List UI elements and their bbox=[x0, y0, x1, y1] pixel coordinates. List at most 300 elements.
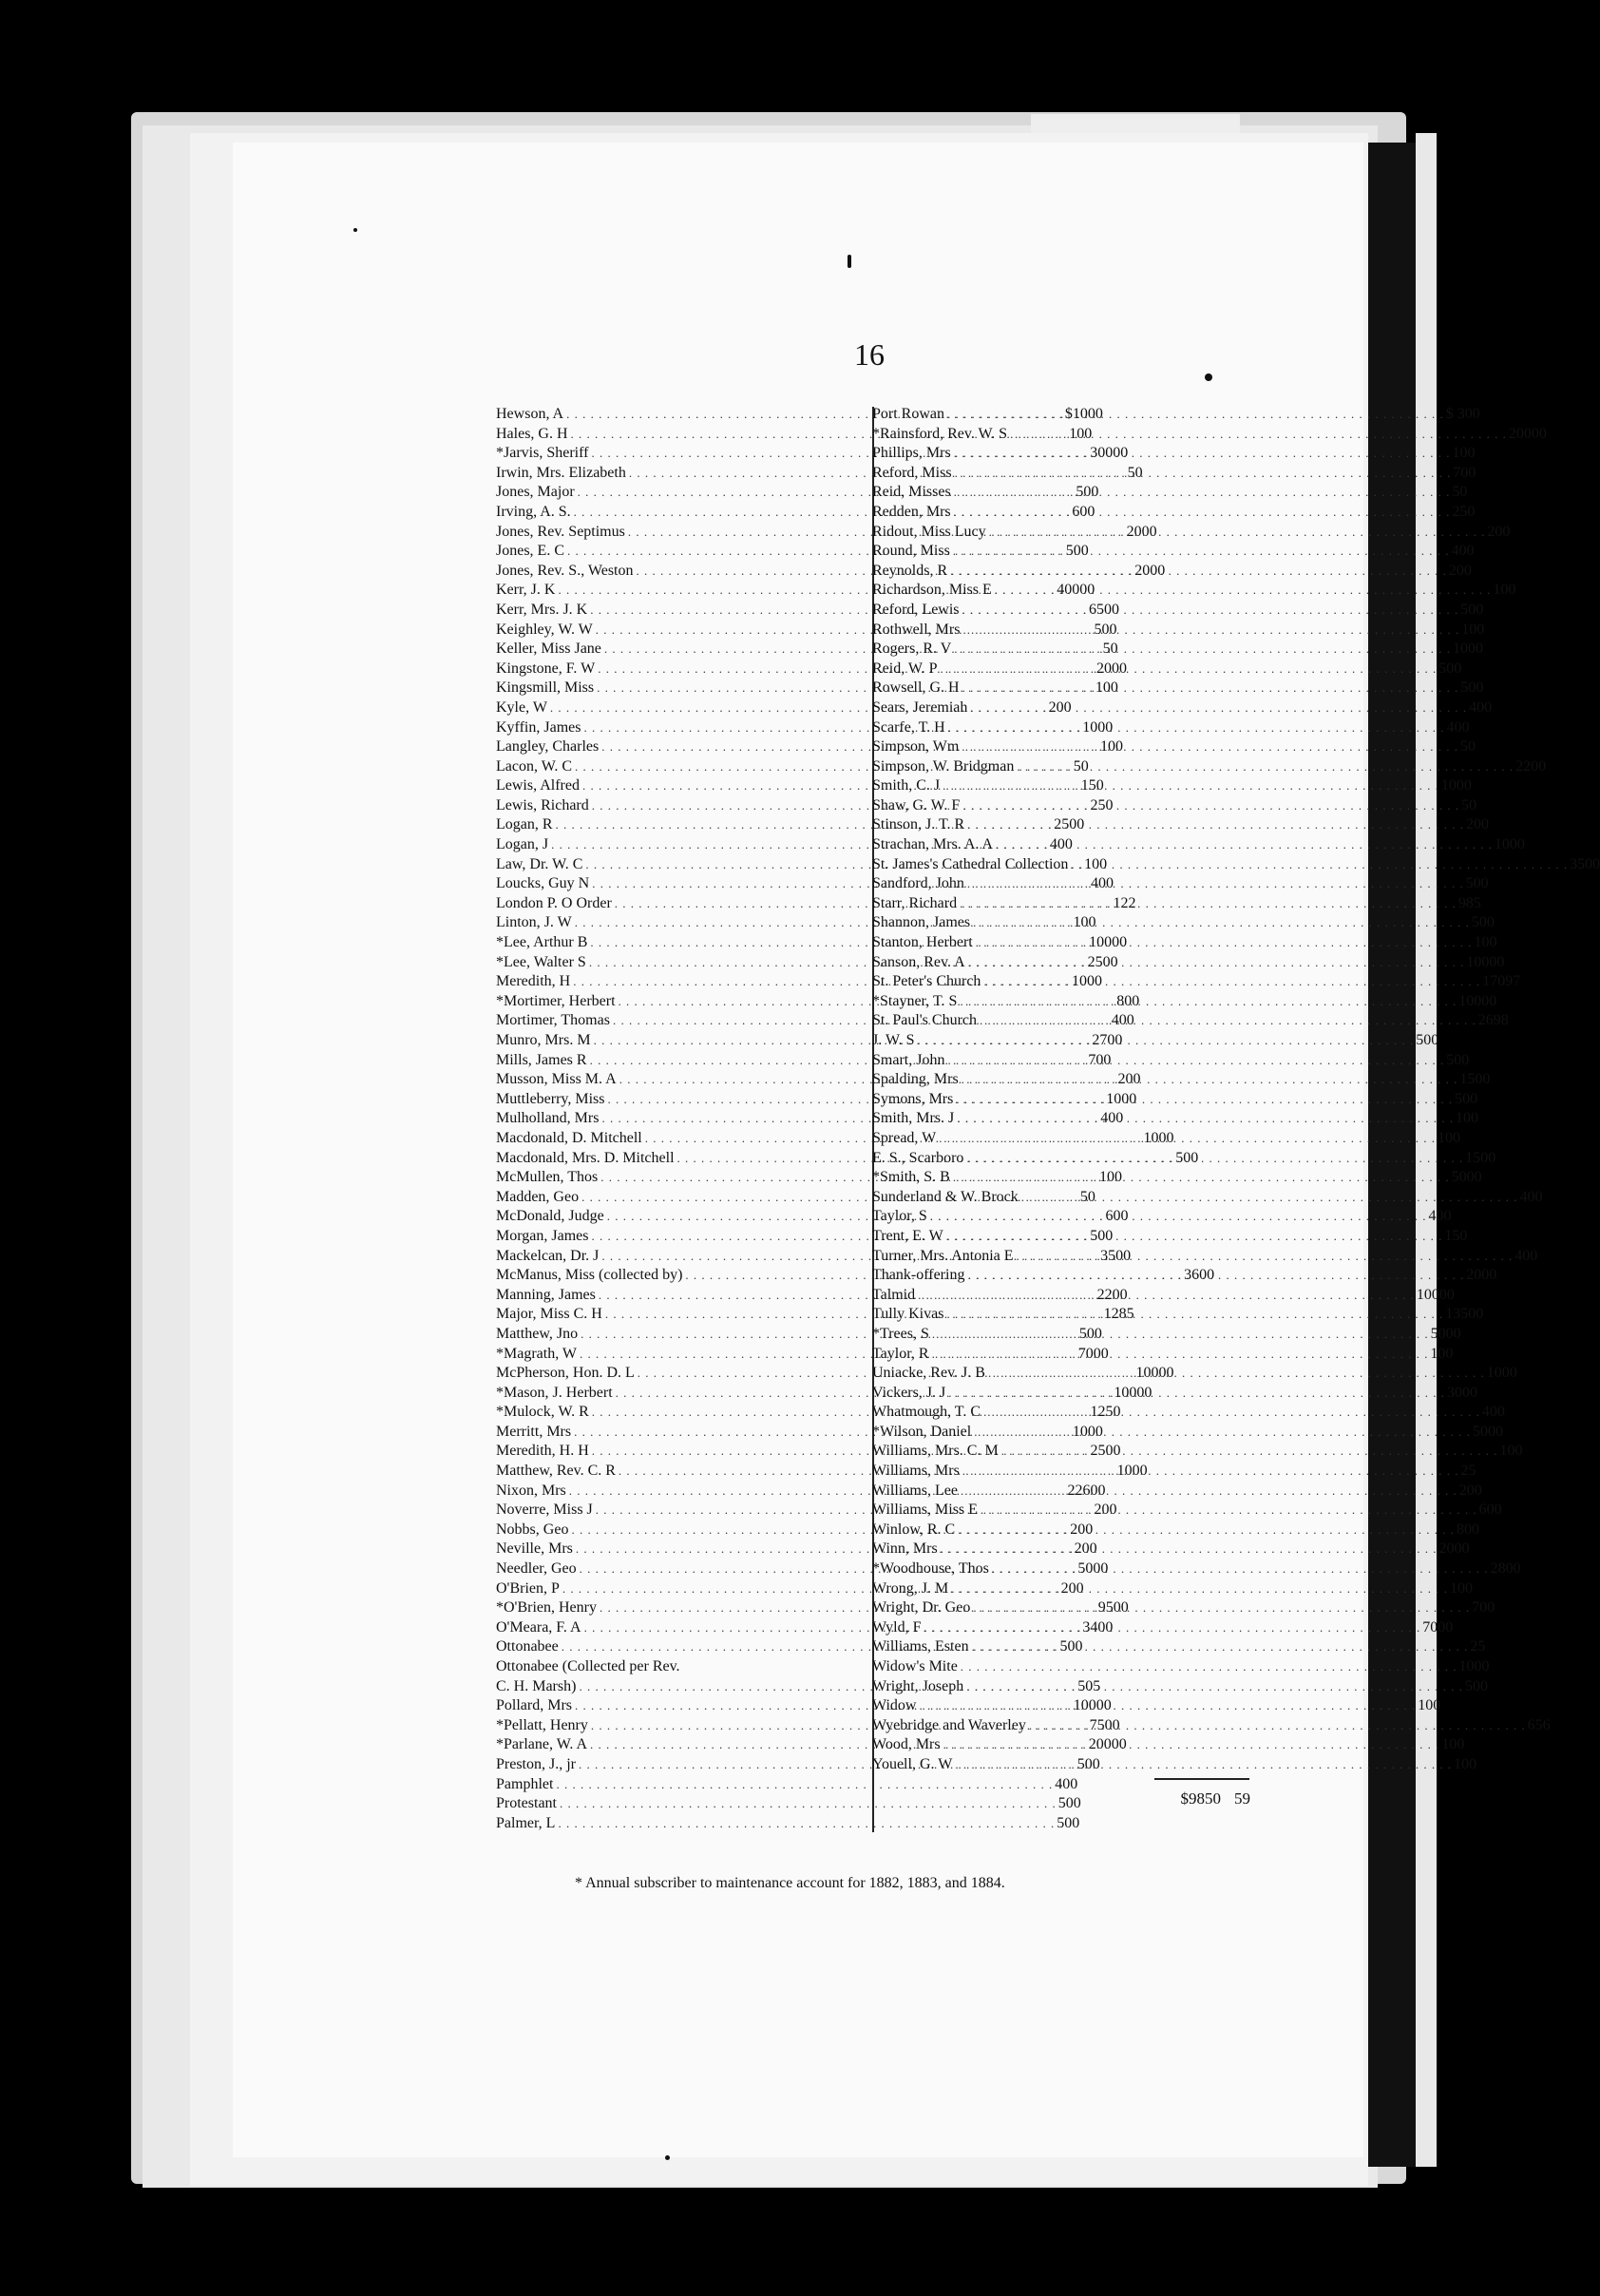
amount-cents: 50 bbox=[1105, 1404, 1121, 1421]
subscriber-name: Port Rowan bbox=[872, 406, 944, 422]
subscriber-name: Shaw, G. W. F bbox=[872, 796, 961, 813]
leader-dots bbox=[966, 1677, 1463, 1697]
amount-cents: 00 bbox=[1463, 1110, 1478, 1127]
subscriber-row bbox=[872, 1598, 1495, 1618]
leader-dots bbox=[954, 503, 1451, 523]
amount-cents: 00 bbox=[1456, 777, 1472, 794]
subscriber-name: St. Paul's Church bbox=[872, 1012, 977, 1029]
subscriber-row bbox=[872, 1462, 1476, 1482]
amount-dollars: 2 bbox=[1448, 562, 1457, 579]
grand-total-dollars: $9850 bbox=[1180, 1789, 1221, 1808]
amount-cents: 00 bbox=[1107, 1032, 1123, 1048]
amount-dollars: 4 bbox=[1469, 698, 1477, 716]
amount-dollars: 10 bbox=[1486, 1365, 1502, 1382]
amount-dollars: 5 bbox=[1077, 1677, 1086, 1694]
subscriber-name: Kingstone, F. W bbox=[496, 660, 596, 677]
amount-dollars: 9 bbox=[1457, 894, 1466, 911]
amount-cents: 00 bbox=[1097, 875, 1114, 892]
leader-dots bbox=[953, 542, 1450, 562]
subscriber-name: Wright, Joseph bbox=[872, 1677, 964, 1694]
amount-dollars: 10 bbox=[1106, 1090, 1122, 1107]
subscriber-name: *Mulock, W. R bbox=[496, 1404, 589, 1421]
amount-cents: 50 bbox=[1127, 464, 1143, 481]
amount-dollars: 2 bbox=[1487, 523, 1495, 540]
amount-cents: 00 bbox=[1097, 1618, 1114, 1636]
subscriber-row bbox=[872, 483, 1468, 503]
amount-dollars: 100 bbox=[1114, 1384, 1137, 1401]
leader-dots bbox=[955, 464, 1452, 484]
amount-cents: 22 bbox=[1120, 894, 1136, 911]
subscriber-row bbox=[872, 855, 1600, 875]
subscriber-row bbox=[872, 1403, 1505, 1423]
amount-cents: 00 bbox=[1509, 836, 1525, 853]
amount-cents: 00 bbox=[1486, 1502, 1502, 1519]
subscriber-name: Needler, Geo bbox=[496, 1560, 577, 1578]
subscriber-name: Wyebridge and Waverley bbox=[872, 1716, 1026, 1733]
subscriber-row bbox=[872, 1325, 1461, 1345]
amount-dollars: 12 bbox=[1090, 1404, 1106, 1421]
amount-cents: 00 bbox=[1057, 836, 1073, 853]
amount-cents: 00 bbox=[1445, 1129, 1460, 1146]
amount-cents: 00 bbox=[1125, 1071, 1141, 1088]
leader-dots bbox=[953, 1168, 1450, 1188]
leader-dots bbox=[954, 444, 1451, 464]
subscriber-name: Round, Miss bbox=[872, 543, 950, 560]
subscriber-name: Ottonabee bbox=[496, 1638, 559, 1655]
subscriber-row bbox=[496, 1657, 868, 1677]
amount-dollars: 10 bbox=[1071, 973, 1087, 990]
amount-dollars: 100 bbox=[1135, 1365, 1159, 1382]
amount-dollars: 5 bbox=[1464, 1677, 1473, 1694]
leader-dots bbox=[973, 913, 1470, 933]
amount-dollars: 15 bbox=[1459, 1071, 1476, 1088]
amount-cents: 00 bbox=[1438, 1618, 1454, 1636]
subscriber-name: Logan, J bbox=[496, 836, 549, 853]
leader-dots bbox=[966, 1149, 1463, 1169]
amount-cents: 00 bbox=[1102, 679, 1118, 697]
amount-cents: 00 bbox=[1423, 1032, 1439, 1048]
amount-dollars: 4 bbox=[1481, 1404, 1490, 1421]
amount-cents: 50 bbox=[1461, 796, 1477, 813]
subscriber-name: McMullen, Thos bbox=[496, 1169, 599, 1186]
subscriber-name: Irving, A. S. bbox=[496, 503, 571, 520]
amount-cents: 00 bbox=[1466, 1169, 1482, 1186]
subscriber-name: Palmer, L bbox=[496, 1814, 556, 1831]
subscriber-name: Jones, Rev. S., Weston bbox=[496, 562, 634, 579]
amount-cents: 00 bbox=[1097, 718, 1114, 736]
amount-cents: 00 bbox=[1069, 816, 1085, 833]
amount-dollars: 35 bbox=[1570, 855, 1586, 872]
subscriber-row bbox=[872, 1011, 1509, 1031]
subscriber-row bbox=[496, 1814, 1080, 1834]
subscriber-name: Kyle, W bbox=[496, 698, 547, 716]
amount-cents: 50 bbox=[1088, 777, 1104, 794]
amount-cents: 00 bbox=[1446, 660, 1462, 677]
leader-dots bbox=[932, 1325, 1429, 1345]
leader-dots bbox=[970, 698, 1467, 718]
amount-dollars: 10 bbox=[1082, 718, 1098, 736]
amount-cents: 00 bbox=[1458, 543, 1475, 560]
amount-dollars: 135 bbox=[1445, 1306, 1469, 1323]
leader-dots bbox=[962, 621, 1459, 641]
amount-dollars: 34 bbox=[1082, 1618, 1098, 1636]
subscriber-name: Richardson, Miss E bbox=[872, 582, 992, 599]
leader-dots bbox=[947, 405, 1444, 425]
amount-dollars: 2 bbox=[1048, 698, 1057, 716]
amount-cents: 00 bbox=[1081, 1540, 1097, 1558]
amount-cents: 50 bbox=[1452, 1227, 1468, 1244]
amount-cents: 00 bbox=[1124, 992, 1140, 1009]
subscriber-name: Reford, Miss bbox=[872, 464, 952, 481]
subscriber-row bbox=[872, 757, 1547, 777]
amount-cents: 00 bbox=[1076, 425, 1093, 442]
subscriber-row bbox=[872, 933, 1497, 953]
subscriber-name: Kyffin, James bbox=[496, 718, 581, 736]
amount-dollars: 1 bbox=[1456, 1110, 1463, 1127]
subscriber-name: *Lee, Arthur B bbox=[496, 934, 588, 951]
subscriber-name: J. W. S bbox=[872, 1032, 915, 1048]
subscriber-row bbox=[872, 992, 1497, 1012]
amount-cents: 00 bbox=[1073, 543, 1089, 560]
subscriber-row bbox=[872, 621, 1485, 641]
leader-dots bbox=[946, 1227, 1443, 1247]
subscriber-name: Loucks, Guy N bbox=[496, 875, 590, 892]
leader-dots bbox=[1021, 1188, 1518, 1208]
amount-cents: 00 bbox=[1112, 1286, 1128, 1303]
leader-dots bbox=[962, 737, 1458, 757]
amount-dollars: 1 bbox=[1113, 894, 1121, 911]
subscriber-name: Hales, G. H bbox=[496, 425, 568, 442]
amount-cents: 00 bbox=[1438, 1286, 1455, 1303]
subscriber-row bbox=[872, 953, 1505, 973]
amount-cents: 50 bbox=[1079, 1188, 1095, 1205]
leader-dots bbox=[973, 1598, 1470, 1618]
leader-dots bbox=[941, 1540, 1438, 1559]
subscriber-name: Sunderland & W. Brock bbox=[872, 1188, 1019, 1205]
subscriber-name: Smith, Mrs. J bbox=[872, 1110, 955, 1127]
subscriber-name: *Lee, Walter S bbox=[496, 953, 586, 970]
subscriber-name: Logan, R bbox=[496, 816, 553, 833]
amount-dollars: 170 bbox=[1482, 973, 1506, 990]
subscriber-name: Macdonald, Mrs. D. Mitchell bbox=[496, 1149, 675, 1166]
subscriber-row bbox=[872, 1247, 1538, 1267]
subscriber-name: St. Peter's Church bbox=[872, 973, 981, 990]
leader-dots bbox=[967, 874, 1464, 894]
subscriber-row bbox=[872, 1677, 1488, 1697]
subscriber-name: Neville, Mrs bbox=[496, 1540, 573, 1558]
subscriber-name: Wright, Dr. Geo bbox=[872, 1599, 971, 1617]
subscriber-name: McPherson, Hon. D. L bbox=[496, 1365, 635, 1382]
amount-cents: 00 bbox=[1454, 718, 1470, 736]
leader-dots bbox=[1029, 1716, 1526, 1736]
grand-total-cents: 59 bbox=[1234, 1789, 1250, 1808]
subscriber-row bbox=[872, 1755, 1477, 1775]
leader-dots bbox=[1017, 757, 1514, 777]
subscriber-row bbox=[872, 660, 1462, 679]
amount-cents: 00 bbox=[1531, 425, 1547, 442]
amount-cents: 00 bbox=[1111, 660, 1127, 677]
amount-dollars: 5 bbox=[1471, 914, 1479, 931]
amount-dollars: 4 bbox=[1446, 718, 1455, 736]
amount-dollars: 2 bbox=[1465, 816, 1474, 833]
subscriber-row bbox=[872, 1345, 1454, 1365]
amount-dollars: 1 bbox=[1450, 1579, 1457, 1597]
subscriber-row bbox=[872, 1579, 1473, 1599]
page-number: 16 bbox=[854, 337, 885, 372]
amount-cents: 00 bbox=[1463, 1521, 1479, 1538]
subscriber-name: London P. O Order bbox=[496, 894, 612, 911]
amount-dollars: 1 bbox=[1069, 425, 1077, 442]
subscriber-list-right bbox=[872, 405, 1600, 1775]
amount-dollars: 200 bbox=[1508, 425, 1532, 442]
leader-dots bbox=[951, 1579, 1448, 1599]
leader-dots bbox=[558, 1814, 1055, 1834]
amount-cents: 50 bbox=[1460, 738, 1476, 756]
subscriber-row bbox=[872, 1657, 1490, 1677]
amount-cents: 00 bbox=[1087, 1423, 1103, 1440]
amount-dollars: 20 bbox=[1095, 660, 1112, 677]
subscriber-name: Youell, G. W bbox=[872, 1755, 953, 1772]
amount-cents: 00 bbox=[1436, 1208, 1452, 1225]
subscriber-name: Wrong, J. M bbox=[872, 1579, 949, 1597]
amount-dollars: 1 bbox=[1073, 914, 1081, 931]
subscriber-row bbox=[872, 1501, 1502, 1521]
subscriber-name: Langley, Charles bbox=[496, 738, 600, 756]
subscriber-name: Reid, Misses bbox=[872, 484, 951, 501]
subscriber-name: Protestant bbox=[496, 1795, 557, 1812]
leader-dots bbox=[955, 1755, 1452, 1775]
amount-cents: 00 bbox=[1086, 1325, 1102, 1342]
amount-cents: 00 bbox=[1118, 1012, 1134, 1029]
amount-dollars: 4 bbox=[1514, 1247, 1523, 1264]
amount-dollars: 2 bbox=[1060, 1579, 1069, 1597]
amount-cents: 00 bbox=[1474, 1658, 1490, 1674]
amount-cents: 00 bbox=[1083, 484, 1099, 501]
leader-dots bbox=[954, 483, 1451, 503]
amount-cents: 00 bbox=[1105, 1443, 1121, 1460]
amount-cents: 00 bbox=[1107, 1169, 1123, 1186]
leader-dots bbox=[976, 933, 1473, 953]
subscriber-name: O'Brien, P bbox=[496, 1579, 560, 1597]
subscriber-name: Ridout, Miss Lucy bbox=[872, 523, 986, 540]
amount-dollars: 1 bbox=[1430, 1345, 1438, 1362]
subscriber-name: Rothwell, Mrs bbox=[872, 621, 961, 638]
amount-cents: 00 bbox=[1438, 1345, 1454, 1362]
leader-dots bbox=[972, 1637, 1469, 1657]
subscriber-name: McDonald, Judge bbox=[496, 1208, 604, 1225]
leader-dots bbox=[943, 1735, 1440, 1755]
amount-cents: 50 bbox=[1459, 503, 1476, 520]
subscriber-name: Williams, Esten bbox=[872, 1638, 969, 1655]
leader-dots bbox=[960, 894, 1457, 914]
amount-dollars: 100 bbox=[1416, 1286, 1439, 1303]
amount-dollars: 4 bbox=[1519, 1188, 1528, 1205]
leader-dots bbox=[980, 1011, 1476, 1031]
amount-dollars: 100 bbox=[1073, 1697, 1096, 1714]
amount-dollars: 65 bbox=[1088, 601, 1104, 618]
leader-dots bbox=[958, 1521, 1455, 1540]
subscriber-name: Morgan, James bbox=[496, 1227, 589, 1244]
subscriber-name: Taylor, S bbox=[872, 1208, 927, 1225]
subscriber-row bbox=[872, 1109, 1478, 1129]
subscriber-name: Symons, Mrs bbox=[872, 1090, 954, 1107]
subscriber-name: Sandford, John bbox=[872, 875, 964, 892]
amount-dollars: 10 bbox=[1143, 1129, 1159, 1146]
subscriber-name: McManus, Miss (collected by) bbox=[496, 1267, 683, 1284]
leader-dots bbox=[962, 601, 1459, 621]
amount-cents: 00 bbox=[1473, 875, 1489, 892]
subscriber-name: E. S., Scarboro bbox=[872, 1149, 964, 1166]
subscriber-name: *Jarvis, Sheriff bbox=[496, 445, 589, 462]
amount-dollars: $10 bbox=[1064, 406, 1088, 422]
subscriber-name: Linton, J. W bbox=[496, 914, 572, 931]
subscriber-name: Reford, Lewis bbox=[872, 601, 960, 618]
amount-dollars: 2 bbox=[1070, 1521, 1078, 1538]
subscriber-name: Widow's Mite bbox=[872, 1658, 958, 1674]
amount-dollars: 10 bbox=[1116, 1463, 1133, 1480]
subscriber-name: Lewis, Richard bbox=[496, 796, 589, 813]
subscriber-name: Muttleberry, Miss bbox=[496, 1090, 605, 1107]
amount-cents: 00 bbox=[1468, 679, 1484, 697]
amount-dollars: 1 bbox=[1080, 777, 1089, 794]
leader-dots bbox=[939, 1129, 1436, 1149]
subscriber-row bbox=[872, 1618, 1454, 1638]
amount-dollars: 4 bbox=[1100, 1110, 1109, 1127]
subscriber-row bbox=[872, 737, 1476, 757]
amount-dollars: 5 bbox=[1460, 601, 1469, 618]
amount-cents: 00 bbox=[1115, 1247, 1132, 1264]
amount-dollars: 15 bbox=[1465, 1149, 1481, 1166]
leader-dots bbox=[940, 660, 1437, 679]
subscriber-name: O'Meara, F. A bbox=[496, 1618, 581, 1636]
amount-cents: 00 bbox=[1136, 1384, 1152, 1401]
leader-dots bbox=[947, 1051, 1444, 1071]
subscriber-row bbox=[872, 1031, 1439, 1051]
subscriber-row bbox=[496, 1794, 1081, 1814]
amount-dollars: 50 bbox=[1472, 1423, 1488, 1440]
subscriber-name: Thank-offering bbox=[872, 1267, 965, 1284]
subscriber-name: Williams, Lee bbox=[872, 1482, 958, 1499]
amount-dollars: 30 bbox=[1447, 1384, 1462, 1401]
subscriber-name: Jones, Major bbox=[496, 484, 575, 501]
amount-dollars: 36 bbox=[1184, 1267, 1200, 1284]
amount-cents: 00 bbox=[1158, 1129, 1174, 1146]
subscriber-name: Winn, Mrs bbox=[872, 1540, 938, 1558]
subscriber-name: Williams, Miss E bbox=[872, 1502, 978, 1519]
amount-dollars: 1 bbox=[1493, 582, 1501, 599]
subscriber-name: Lacon, W. C bbox=[496, 757, 572, 775]
amount-dollars: 6 bbox=[1527, 1716, 1535, 1733]
leader-dots bbox=[946, 1305, 1443, 1325]
amount-cents: 00 bbox=[1531, 757, 1547, 775]
amount-cents: 00 bbox=[1141, 523, 1157, 540]
amount-dollars: 95 bbox=[1097, 1599, 1114, 1617]
subscriber-name: Sears, Jeremiah bbox=[872, 698, 968, 716]
leader-dots bbox=[954, 640, 1451, 660]
amount-dollars: 12 bbox=[1103, 1306, 1119, 1323]
amount-cents: 00 bbox=[1101, 621, 1117, 638]
amount-dollars: 5 bbox=[1065, 543, 1074, 560]
amount-dollars: 1 bbox=[1099, 1169, 1108, 1186]
leader-dots bbox=[962, 1070, 1458, 1090]
amount-cents: 00 bbox=[1093, 1560, 1109, 1578]
amount-cents: 00 bbox=[1459, 445, 1476, 462]
amount-cents: 00 bbox=[1080, 914, 1096, 931]
amount-dollars: 20 bbox=[1466, 1267, 1482, 1284]
leader-dots bbox=[992, 1559, 1489, 1579]
amount-cents: 00 bbox=[1113, 445, 1129, 462]
amount-cents: 00 bbox=[1507, 1443, 1523, 1460]
amount-cents: 00 bbox=[1108, 1110, 1124, 1127]
amount-dollars: 4 bbox=[1090, 875, 1098, 892]
subscriber-name: Irwin, Mrs. Elizabeth bbox=[496, 464, 626, 481]
leader-dots bbox=[943, 776, 1439, 796]
amount-dollars: 25 bbox=[1054, 816, 1070, 833]
subscriber-row bbox=[872, 523, 1511, 543]
subscriber-name: *Rainsford, Rev. W. S bbox=[872, 425, 1008, 442]
subscriber-row bbox=[872, 1364, 1517, 1384]
leader-dots bbox=[967, 815, 1464, 835]
subscriber-name: Lewis, Alfred bbox=[496, 777, 580, 794]
amount-cents: 00 bbox=[1086, 973, 1102, 990]
amount-cents: 00 bbox=[1087, 406, 1103, 422]
amount-cents: 00 bbox=[1095, 1697, 1112, 1714]
amount-dollars: 1 bbox=[1100, 738, 1109, 756]
amount-dollars: 7 bbox=[1088, 1051, 1096, 1068]
amount-cents: 00 bbox=[1457, 1579, 1473, 1597]
leader-dots bbox=[556, 1775, 1053, 1795]
subscriber-row bbox=[872, 1129, 1460, 1149]
amount-cents: 00 bbox=[1461, 1755, 1477, 1772]
subscriber-row bbox=[872, 1286, 1455, 1306]
ink-speck bbox=[1205, 373, 1212, 381]
amount-cents: 00 bbox=[1501, 1365, 1517, 1382]
amount-dollars: 20 bbox=[1134, 562, 1151, 579]
amount-dollars: 5 bbox=[1076, 1755, 1085, 1772]
amount-dollars: 5 bbox=[1078, 1325, 1087, 1342]
subscriber-row bbox=[872, 405, 1480, 425]
leader-dots bbox=[1017, 1247, 1514, 1267]
amount-dollars: 1 bbox=[1499, 1443, 1508, 1460]
leader-dots bbox=[1071, 855, 1568, 875]
subscriber-row bbox=[872, 796, 1477, 816]
amount-cents: 25 bbox=[1460, 1463, 1476, 1480]
leader-dots bbox=[950, 562, 1447, 582]
amount-cents: 00 bbox=[1505, 1560, 1521, 1578]
subscriber-name: Keller, Miss Jane bbox=[496, 641, 601, 658]
subscriber-name: Nobbs, Geo bbox=[496, 1521, 569, 1538]
subscriber-name: Simpson, Wm bbox=[872, 738, 960, 756]
amount-dollars: 8 bbox=[1456, 1521, 1464, 1538]
leader-dots bbox=[1010, 425, 1507, 445]
subscriber-row bbox=[872, 1521, 1479, 1540]
subscriber-name: Ottonabee (Collected per Rev. bbox=[496, 1658, 680, 1674]
subscriber-name: *Magrath, W bbox=[496, 1345, 578, 1362]
amount-dollars: 1 bbox=[1418, 1697, 1426, 1714]
leader-dots bbox=[918, 1286, 1415, 1306]
amount-dollars: 4 bbox=[1451, 543, 1459, 560]
subscriber-name: Tully Kivas bbox=[872, 1306, 944, 1323]
amount-cents: 00 bbox=[1487, 1423, 1503, 1440]
subscriber-name: *O'Brien, Henry bbox=[496, 1599, 597, 1617]
amount-dollars: 4 bbox=[1049, 836, 1057, 853]
amount-dollars: 28 bbox=[1490, 1560, 1506, 1578]
amount-cents: 00 bbox=[1199, 1267, 1215, 1284]
amount-cents: 00 bbox=[1456, 562, 1472, 579]
amount-cents: 00 bbox=[1472, 1677, 1488, 1694]
subscriber-row bbox=[872, 640, 1484, 660]
amount-cents: 85 bbox=[1465, 894, 1481, 911]
